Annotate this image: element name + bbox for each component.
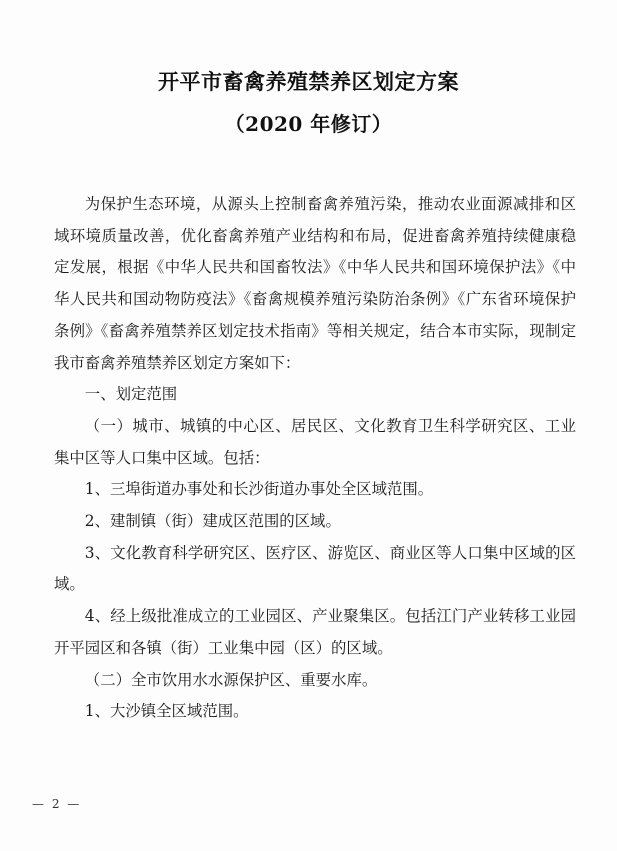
list-item: 4、经上级批准成立的工业园区、产业聚集区。包括江门产业转移工业园开平园区和各镇（街）工业集中园（区）的区域。 bbox=[54, 607, 576, 657]
list-item: 3、文化教育科学研究区、医疗区、游览区、商业区等人口集中区域的区域。 bbox=[54, 543, 576, 594]
list-item: 2、建制镇（街）建成区范围的区域。 bbox=[84, 512, 341, 531]
subsection-paragraph: （一）城市、城镇的中心区、居民区、文化教育卫生科学研究区、工业集中区等人口集中区域。包括： bbox=[54, 416, 576, 467]
page-number: — 2 — bbox=[32, 797, 82, 811]
document-body bbox=[54, 189, 576, 728]
section-heading: 一、划定范围 bbox=[84, 385, 178, 404]
intro-paragraph: 为保护生态环境，从源头上控制畜禽养殖污染，推动农业面源减排和区域环境质量改善，优化畜禽养殖产业结构和布局，促进畜禽养殖持续健康稳定发展，根据《中华人民共和国畜牧法》《中华人民共和国环境保护法》《中华人民共和国动物防疫法》《畜禽规模养殖污染防治条例》《广东省环境保护条例》《畜禽养殖禁养区划定技术指南》等相关规定，结合本市实际，现制定我市畜禽养殖禁养区划定方案如下： bbox=[54, 195, 576, 372]
list-item: 1、大沙镇全区域范围。 bbox=[84, 702, 249, 721]
list-item: 1、三埠街道办事处和长沙街道办事处全区域范围。 bbox=[84, 480, 434, 499]
document-title: 开平市畜禽养殖禁养区划定方案 bbox=[158, 69, 459, 94]
subsection-paragraph: （二）全市饮用水水源保护区、重要水库。 bbox=[84, 670, 378, 689]
document-subtitle: （2020 年修订） bbox=[224, 112, 393, 136]
